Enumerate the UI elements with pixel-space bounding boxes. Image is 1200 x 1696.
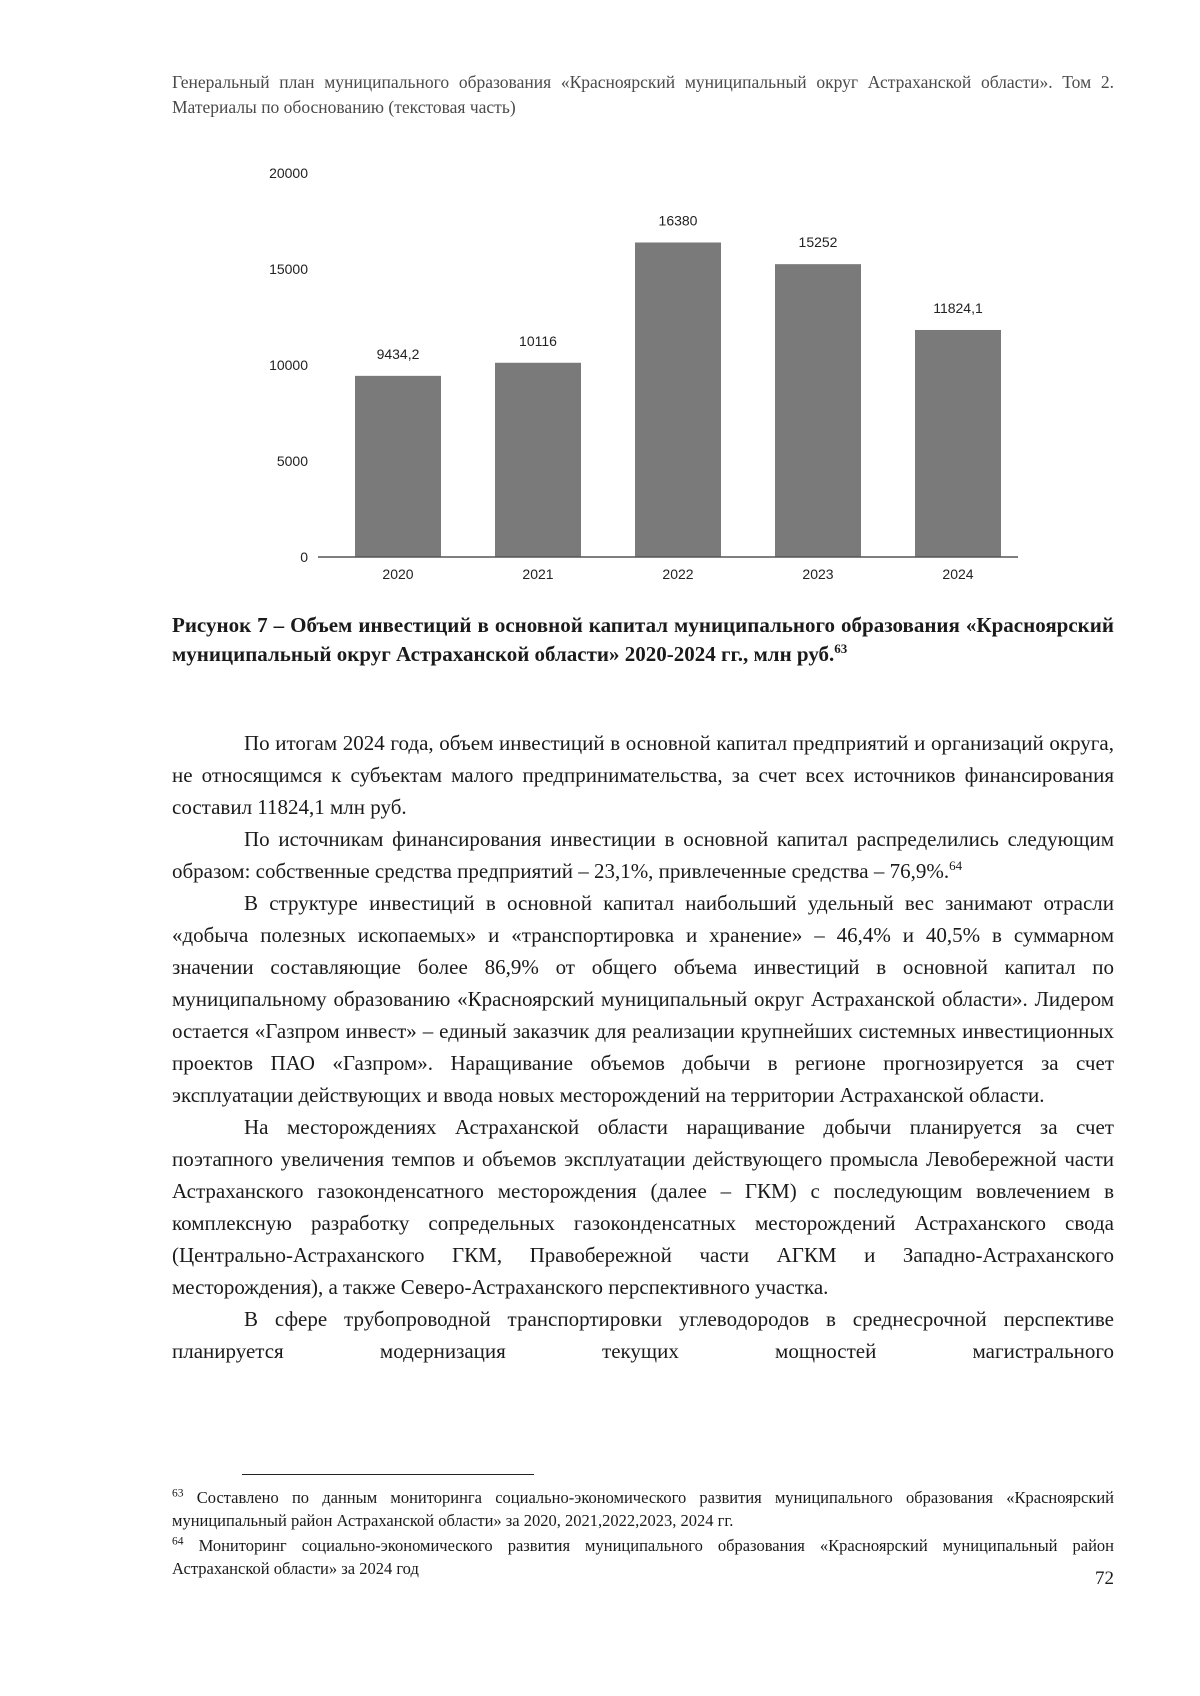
figure-caption bbox=[172, 611, 1114, 669]
investment-bar-chart bbox=[240, 155, 1030, 595]
x-tick-label: 2024 bbox=[942, 566, 974, 582]
y-tick-label: 20000 bbox=[269, 165, 308, 181]
paragraph-footnote-ref: 64 bbox=[949, 858, 963, 873]
page-number: 72 bbox=[1095, 1568, 1114, 1589]
bar bbox=[775, 264, 861, 557]
data-label: 15252 bbox=[798, 234, 838, 251]
paragraph bbox=[172, 823, 1114, 887]
data-label: 11824,1 bbox=[933, 299, 983, 316]
footnote bbox=[172, 1486, 1114, 1532]
paragraph-text: По итогам 2024 года, объем инвестиций в основной капитал предприятий и организаций округа, не относящимся к субъектам малого предпринимательства, за счет всех источников финансирования составил 11824,1 млн руб. bbox=[172, 731, 1114, 819]
paragraph bbox=[172, 1111, 1114, 1303]
paragraph bbox=[172, 727, 1114, 823]
figure-caption-text: Рисунок 7 – Объем инвестиций в основной капитал муниципального образования «Красноярский муниципальный округ Астраханской области» 2020-2024 гг., млн руб. bbox=[172, 613, 1114, 666]
y-tick-label: 15000 bbox=[269, 261, 308, 277]
paragraph-text: По источникам финансирования инвестиции в основной капитал распределились следующим образом: собственные средства предприятий – 23,1%, привлеченные средства – 76,9%. bbox=[172, 827, 1114, 883]
bar bbox=[635, 243, 721, 557]
footnote-separator bbox=[242, 1474, 534, 1475]
bar bbox=[915, 330, 1001, 557]
chart-svg bbox=[240, 155, 1030, 595]
body-text bbox=[172, 727, 1114, 1367]
paragraph bbox=[172, 1303, 1114, 1367]
footnote-mark: 63 bbox=[172, 1487, 184, 1500]
footnote-mark: 64 bbox=[172, 1535, 184, 1548]
footnote-text: Составлено по данным мониторинга социально-экономического развития муниципального образования «Красноярский муниципальный район Астраханской области» за 2020, 2021,2022,2023, 2024 гг. bbox=[172, 1488, 1114, 1530]
running-header bbox=[172, 70, 1114, 120]
data-label: 16380 bbox=[658, 212, 698, 229]
footnote bbox=[172, 1534, 1114, 1580]
paragraph-text: В структуре инвестиций в основной капитал наибольший удельный вес занимают отрасли «добыча полезных ископаемых» и «транспортировка и хранение» – 46,4% и 40,5% в суммарном значении составляющие более 86,9% от общего объема инвестиций в основной капитал по муниципальному образованию «Красноярский муниципальный округ Астраханской области». Лидером остается «Газпром инвест» – единый заказчик для реализации крупнейших системных инвестиционных проектов ПАО «Газпром». Наращивание объемов добычи в регионе прогнозируется за счет эксплуатации действующих и ввода новых месторождений на территории Астраханской области. bbox=[172, 891, 1114, 1107]
y-tick-label: 10000 bbox=[269, 357, 308, 373]
footnotes bbox=[172, 1486, 1114, 1582]
y-tick-label: 5000 bbox=[276, 453, 308, 469]
x-tick-label: 2021 bbox=[522, 566, 554, 582]
x-tick-label: 2022 bbox=[662, 566, 694, 582]
bar bbox=[355, 376, 441, 557]
paragraph-text: В сфере трубопроводной транспортировки углеводородов в среднесрочной перспективе планируется модернизация текущих мощностей магистрального bbox=[172, 1307, 1114, 1363]
footnote-text: Мониторинг социально-экономического развития муниципального образования «Красноярский муниципальный район Астраханской области» за 2024 год bbox=[172, 1536, 1114, 1578]
paragraph-text: На месторождениях Астраханской области наращивание добычи планируется за счет поэтапного увеличения темпов и объемов эксплуатации действующего промысла Левобережной части Астраханского газоконденсатного месторождения (далее – ГКМ) с последующим вовлечением в комплексную разработку сопредельных газоконденсатных месторождений Астраханского свода (Центрально-Астраханского ГКМ, Правобережной части АГКМ и Западно-Астраханского месторождения), а также Северо-Астраханского перспективного участка. bbox=[172, 1115, 1114, 1299]
caption-footnote-ref: 63 bbox=[834, 641, 848, 656]
x-tick-label: 2020 bbox=[382, 566, 414, 582]
data-label: 9434,2 bbox=[376, 345, 420, 362]
x-tick-label: 2023 bbox=[802, 566, 834, 582]
paragraph bbox=[172, 887, 1114, 1111]
y-tick-label: 0 bbox=[300, 549, 308, 565]
data-label: 10116 bbox=[519, 332, 557, 349]
bar bbox=[495, 363, 581, 557]
running-header-text: Генеральный план муниципального образования «Красноярский муниципальный округ Астраханской области». Том 2. Материалы по обоснованию (текстовая часть) bbox=[172, 72, 1114, 117]
